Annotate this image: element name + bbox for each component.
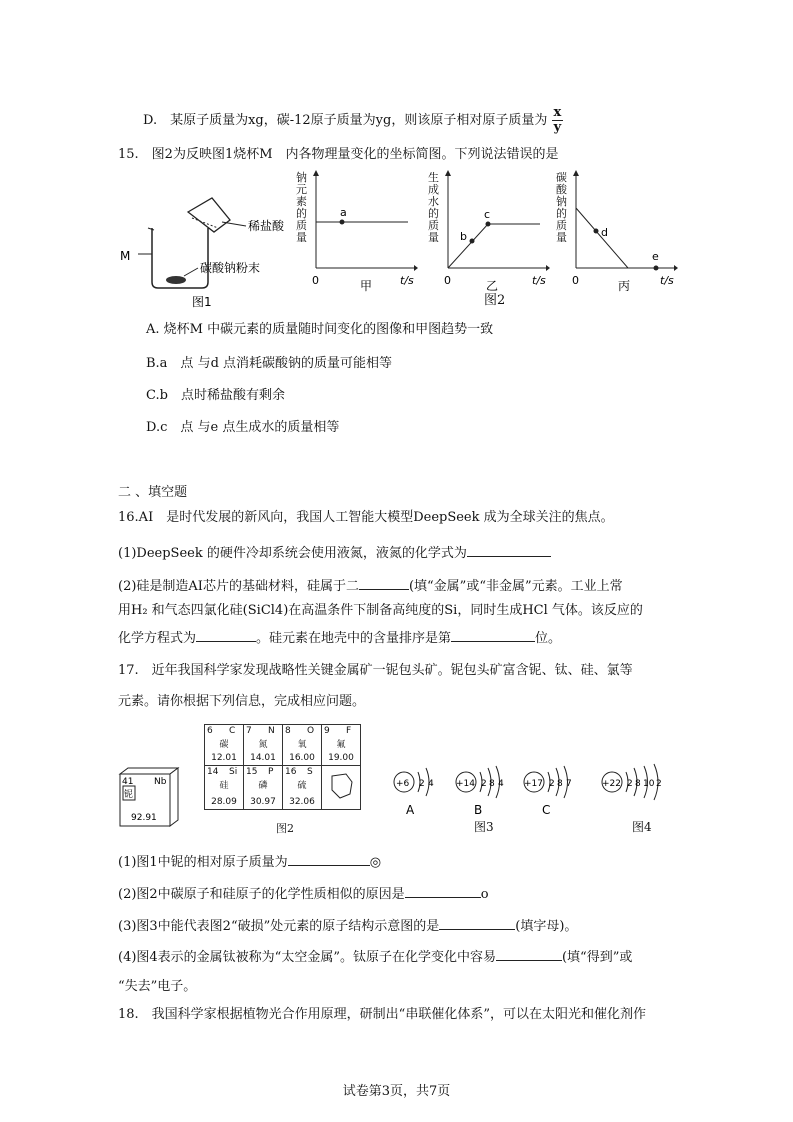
- q17-stem-2: 元素。请你根据下列信息，完成相应问题。: [118, 694, 366, 709]
- graph-yi-ylabel: 生成水的质量: [428, 171, 439, 244]
- origin-label: 0: [312, 274, 319, 287]
- element-cell-f: 9 F 氟 19.00: [322, 725, 361, 766]
- answer-blank[interactable]: [496, 947, 562, 961]
- atom-a-label: A: [406, 803, 415, 817]
- q17-part4-text: (4)图4表示的金属钛被称为“太空金属”。钛原子在化学变化中容易: [118, 950, 496, 965]
- point-e: [654, 266, 659, 271]
- figure-3-caption: 图3: [474, 820, 494, 834]
- graph-yi-caption: 乙: [486, 279, 499, 293]
- q16-part2-line3: [118, 628, 561, 648]
- answer-blank[interactable]: [405, 884, 481, 898]
- q15-option-b: B.a 点 与d 点消耗碳酸钠的质量可能相等: [146, 356, 393, 371]
- graph-bing-caption: 丙: [618, 279, 631, 293]
- svg-text:2: 2: [627, 779, 633, 789]
- point-c-label: c: [484, 208, 491, 221]
- acid-label: 稀盐酸: [248, 219, 285, 233]
- graph-jia-ylabel: 钠元素的质量: [296, 171, 307, 244]
- graph-bing-ylabel: 碳酸钠的质量: [556, 171, 567, 244]
- svg-text:7: 7: [566, 779, 572, 789]
- answer-blank[interactable]: [451, 628, 535, 642]
- element-cell-si: 14 Si 硅 28.09: [205, 766, 244, 810]
- q17-part2-end: o: [480, 887, 489, 902]
- element-cell-s: 16 S 硫 32.06: [283, 766, 322, 810]
- fraction-numerator: x: [553, 105, 562, 120]
- q15-option-d: D.c 点 与e 点生成水的质量相等: [146, 420, 340, 435]
- sodium-carbonate-powder: [166, 276, 186, 284]
- q15-stem: 15. 图2为反映图1烧杯M 内各物理量变化的坐标简图。下列说法错误的是: [118, 147, 559, 162]
- periodic-table-fragment: [204, 724, 361, 810]
- answer-blank[interactable]: [439, 916, 515, 930]
- element-cell-damaged: [322, 766, 361, 810]
- answer-blank[interactable]: [467, 543, 551, 557]
- powder-leader-line: [184, 268, 198, 276]
- q17-part4-end: (填“得到”或: [561, 950, 633, 965]
- acid-tube: [188, 198, 230, 232]
- q15-option-c: C.b 点时稀盐酸有剩余: [146, 388, 285, 403]
- point-a: [340, 220, 345, 225]
- point-a-label: a: [340, 206, 347, 219]
- q17-part4: [118, 947, 632, 967]
- q14-option-d: [143, 106, 563, 135]
- graph-yi: [428, 168, 550, 294]
- svg-text:8: 8: [489, 779, 495, 789]
- svg-text:8: 8: [557, 779, 563, 789]
- nb-name: 铌: [124, 790, 134, 800]
- origin-label: 0: [572, 274, 579, 287]
- svg-text:+14: +14: [456, 779, 475, 789]
- svg-text:8: 8: [635, 779, 641, 789]
- beaker-lip: [148, 228, 154, 230]
- svg-text:+17: +17: [524, 779, 543, 789]
- graph-jia: [296, 168, 418, 294]
- element-cell-o: 8 O 氧 16.00: [283, 725, 322, 766]
- element-cell-c: 6 C 碳 12.01: [205, 725, 244, 766]
- figure-2-caption: 图2: [484, 293, 506, 308]
- q17-part3-end: (填字母)。: [515, 919, 578, 934]
- section-title: 二 、填空题: [118, 485, 188, 500]
- nb-mass: 92.91: [131, 813, 157, 823]
- svg-text:2: 2: [419, 779, 425, 789]
- atom-c-label: C: [542, 803, 551, 817]
- q16-part2-text-b: (填“金属”或“非金属”元素。工业上常: [408, 579, 623, 594]
- q16-part2-line2: 用H₂ 和气态四氯化硅(SiCl4)在高温条件下制备高纯度的Si，同时生成HCl 气体。该反应的: [118, 603, 643, 618]
- q16-part1-text: (1)DeepSeek 的硬件冷却系统会使用液氮，液氮的化学式为: [118, 546, 467, 561]
- fraction-denominator: y: [553, 120, 562, 135]
- q16-text-a: 化学方程式为: [118, 631, 197, 646]
- graph-bing: [556, 168, 678, 294]
- q17-part1: [118, 852, 381, 872]
- atom-titanium: [602, 764, 662, 800]
- point-d: [594, 229, 599, 234]
- svg-text:2: 2: [549, 779, 555, 789]
- element-cell-n: 7 N 氮 14.01: [244, 725, 283, 766]
- q17-part4-line2: “失去”电子。: [118, 979, 197, 994]
- q18-stem: 18. 我国科学家根据植物光合作用原理，研制出“串联催化体系”，可以在太阳光和催化剂作: [118, 1007, 646, 1022]
- q17-part3-text: (3)图3中能代表图2“破损”处元素的原子结构示意图的是: [118, 919, 440, 934]
- svg-text:2: 2: [481, 779, 487, 789]
- point-e-label: e: [652, 250, 659, 263]
- q17-part2: [118, 884, 489, 904]
- origin-label: 0: [444, 274, 451, 287]
- point-b: [470, 239, 475, 244]
- beaker-label: M: [120, 249, 131, 263]
- point-b-label: b: [460, 230, 467, 243]
- point-c: [486, 222, 491, 227]
- figure-1-caption: 图1: [192, 295, 212, 308]
- q17-part1-text: (1)图1中铌的相对原子质量为: [118, 855, 288, 870]
- q16-part2-text-a: (2)硅是制造AI芯片的基础材料，硅属于二: [118, 579, 359, 594]
- q14d-text: D. 某原子质量为xg，碳-12原子质量为yg，则该原子相对原子质量为: [143, 113, 548, 128]
- point-d-label: d: [601, 226, 608, 239]
- element-cell-p: 15 P 磷 30.97: [244, 766, 283, 810]
- q16-stem: 16.AI 是时代发展的新风向，我国人工智能大模型DeepSeek 成为全球关注的焦点。: [118, 510, 614, 525]
- answer-blank[interactable]: [359, 576, 409, 590]
- niobium-element-card: [116, 764, 186, 828]
- nb-symbol: Nb: [154, 777, 167, 787]
- svg-text:2: 2: [656, 779, 662, 789]
- x-axis-label: t/s: [532, 274, 546, 287]
- atom-a: [394, 768, 434, 817]
- figure-2-caption-table: 图2: [276, 822, 294, 835]
- q17-part2-text: (2)图2中碳原子和硅原子的化学性质相似的原因是: [118, 887, 405, 902]
- svg-text:10: 10: [643, 779, 655, 789]
- q15-option-a: A. 烧杯M 中碳元素的质量随时间变化的图像和甲图趋势一致: [146, 322, 494, 337]
- page-footer: 试卷第3页，共7页: [342, 1084, 451, 1099]
- x-axis-label: t/s: [660, 274, 674, 287]
- powder-label: 碳酸钠粉末: [200, 261, 261, 275]
- atom-c: [524, 766, 572, 817]
- svg-text:4: 4: [428, 779, 434, 789]
- atom-b-label: B: [474, 803, 483, 817]
- answer-blank[interactable]: [196, 628, 256, 642]
- answer-blank[interactable]: [288, 852, 370, 866]
- fraction: [552, 106, 564, 135]
- q17-stem-1: 17. 近年我国科学家发现战略性关键金属矿一铌包头矿。铌包头矿富含铌、钛、硅、氯等: [118, 663, 633, 678]
- q17-part3: [118, 916, 577, 936]
- q16-part1: [118, 543, 551, 563]
- damaged-cell-icon: [322, 766, 360, 806]
- atom-b: [456, 766, 504, 817]
- nb-number: 41: [122, 777, 134, 787]
- svg-text:+6: +6: [396, 779, 410, 789]
- figure-4-caption: 图4: [632, 820, 652, 834]
- q17-part1-end: ◎: [369, 855, 382, 870]
- svg-text:4: 4: [498, 779, 504, 789]
- q16-text-c: 位。: [535, 631, 562, 646]
- q16-part2: [118, 576, 623, 596]
- graph-jia-caption: 甲: [360, 279, 373, 293]
- svg-text:+22: +22: [602, 779, 621, 789]
- figure-1-beaker: [118, 178, 298, 308]
- q16-text-b: 。硅元素在地壳中的含量排序是第: [256, 631, 452, 646]
- x-axis-label: t/s: [400, 274, 414, 287]
